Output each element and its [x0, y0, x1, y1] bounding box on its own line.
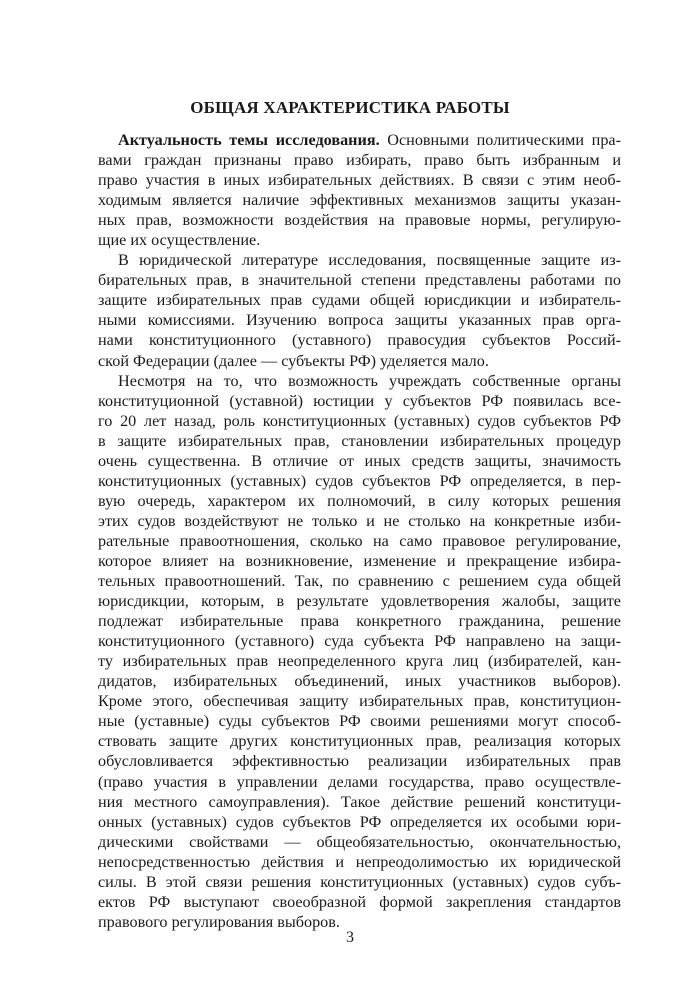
- line-text: которое влияет на возникновение, изменение и прекращение избира-: [98, 551, 621, 570]
- line-text: конституционных (уставных) судов субъектов РФ определяется, в пер-: [98, 471, 621, 490]
- line-text: ными комиссиями. Изучению вопроса защиты указанных прав орга-: [98, 311, 621, 330]
- line-text: юрисдикции, которым, в результате удовлетворения жалобы, защите: [98, 592, 621, 611]
- text-line: [98, 411, 621, 431]
- text-line: [98, 571, 621, 591]
- section-title: ОБЩАЯ ХАРАКТЕРИСТИКА РАБОТЫ: [190, 98, 510, 117]
- text-line: [98, 812, 621, 832]
- line-text: Кроме этого, обеспечивая защиту избирательных прав, конституцион-: [98, 692, 621, 711]
- line-text: ствовать защите других конституционных прав, реализация которых: [98, 732, 621, 751]
- line-text: го 20 лет назад, роль конституционных (уставных) судов субъектов РФ: [98, 411, 621, 430]
- line-text: ской Федерации (далее — субъекты РФ) уделяется мало.: [98, 351, 489, 370]
- line-text: Несмотря на то, что возможность учреждать собственные органы: [118, 371, 621, 390]
- body-text: [98, 130, 621, 932]
- text-line: [98, 391, 621, 411]
- line-text: вую очередь, характером их полномочий, в силу которых решения: [98, 491, 621, 510]
- line-text: онных (уставных) судов субъектов РФ определяется их особыми юри-: [98, 812, 621, 831]
- text-line: [98, 711, 621, 731]
- line-text: обусловливается эффективностью реализации избирательных прав: [98, 752, 621, 771]
- paragraph-lead: Актуальность темы исследования.: [118, 131, 380, 149]
- line-text: щие их осуществление.: [98, 231, 261, 250]
- text-line: [98, 551, 621, 571]
- line-text: защите избирательных прав судами общей юрисдикции и избиратель-: [98, 291, 621, 310]
- text-line: [98, 130, 621, 150]
- text-line: [98, 691, 621, 711]
- text-line: [98, 531, 621, 551]
- text-line: [98, 611, 621, 631]
- line-text: этих судов воздействуют не только и не столько на конкретные изби-: [98, 511, 621, 530]
- line-text: ектов РФ выступают своеобразной формой закрепления стандартов: [98, 892, 621, 911]
- text-line: [98, 250, 621, 270]
- text-line: [98, 832, 621, 852]
- line-text: правового регулирования выборов.: [98, 912, 340, 931]
- line-text: очень существенна. В отличие от иных средств защиты, значимость: [98, 451, 621, 470]
- text-line: [98, 170, 621, 190]
- line-text: конституционного (уставного) суда субъекта РФ направлено на защи-: [98, 632, 621, 651]
- line-text: Основными политическими пра-: [379, 131, 621, 149]
- text-line: [98, 351, 621, 371]
- text-line: [98, 371, 621, 391]
- text-line: [98, 270, 621, 290]
- text-line: [98, 731, 621, 751]
- line-text: ту избирательных прав неопределенного круга лиц (избирателей, кан-: [98, 652, 621, 671]
- line-text: ходимым является наличие эффективных механизмов защиты указан-: [98, 191, 621, 210]
- line-text: В юридической литературе исследования, посвященные защите из-: [118, 251, 621, 270]
- text-line: [98, 230, 621, 250]
- text-line: [98, 471, 621, 491]
- line-text: бирательных прав, в значительной степени представлены работами по: [98, 271, 621, 290]
- line-text: дическими свойствами — общеобязательностью, окончательностью,: [98, 832, 621, 851]
- text-line: [98, 150, 621, 170]
- text-line: [98, 451, 621, 471]
- line-text: рательные правоотношения, сколько на само правовое регулирование,: [98, 531, 621, 550]
- line-text: ных прав, возможности воздействия на правовые нормы, регулирую-: [98, 211, 621, 230]
- line-text: ния местного самоуправления). Такое действие решений конституци-: [98, 792, 621, 811]
- line-text: силы. В этой связи решения конституционных (уставных) судов субъ-: [98, 872, 621, 891]
- text-line: [98, 651, 621, 671]
- line-text: тельных правоотношений. Так, по сравнению с решением суда общей: [98, 572, 621, 591]
- text-line: [98, 631, 621, 651]
- page-number: 3: [346, 929, 354, 946]
- text-line: [98, 772, 621, 792]
- line-text: нами конституционного (уставного) правосудия субъектов Россий-: [98, 331, 621, 350]
- line-text: (право участия в управлении делами государства, право осуществле-: [98, 772, 621, 791]
- text-line: [98, 190, 621, 210]
- text-line: [98, 852, 621, 872]
- line-text: дидатов, избирательных объединений, иных участников выборов).: [98, 672, 621, 691]
- text-line: [98, 330, 621, 350]
- line-text: право участия в иных избирательных действиях. В связи с этим необ-: [98, 171, 621, 190]
- line-text: конституционной (уставной) юстиции у субъектов РФ появилась все-: [98, 391, 621, 410]
- line-text: вами граждан признаны право избирать, право быть избранным и: [98, 151, 621, 170]
- text-line: [98, 892, 621, 912]
- text-line: [98, 491, 621, 511]
- text-line: [98, 310, 621, 330]
- text-line: [98, 290, 621, 310]
- text-line: [98, 431, 621, 451]
- line-text: ные (уставные) суды субъектов РФ своими решениями могут способ-: [98, 712, 621, 731]
- line-text: непосредственностью действия и непреодолимостью их юридической: [98, 852, 621, 871]
- text-line: [98, 751, 621, 771]
- line-text: подлежат избирательные права конкретного гражданина, решение: [98, 612, 621, 631]
- line-text: в защите избирательных прав, становлении избирательных процедур: [98, 431, 621, 450]
- text-line: [98, 792, 621, 812]
- text-line: [98, 671, 621, 691]
- text-line: [98, 210, 621, 230]
- text-line: [98, 591, 621, 611]
- text-line: [98, 511, 621, 531]
- text-line: [98, 872, 621, 892]
